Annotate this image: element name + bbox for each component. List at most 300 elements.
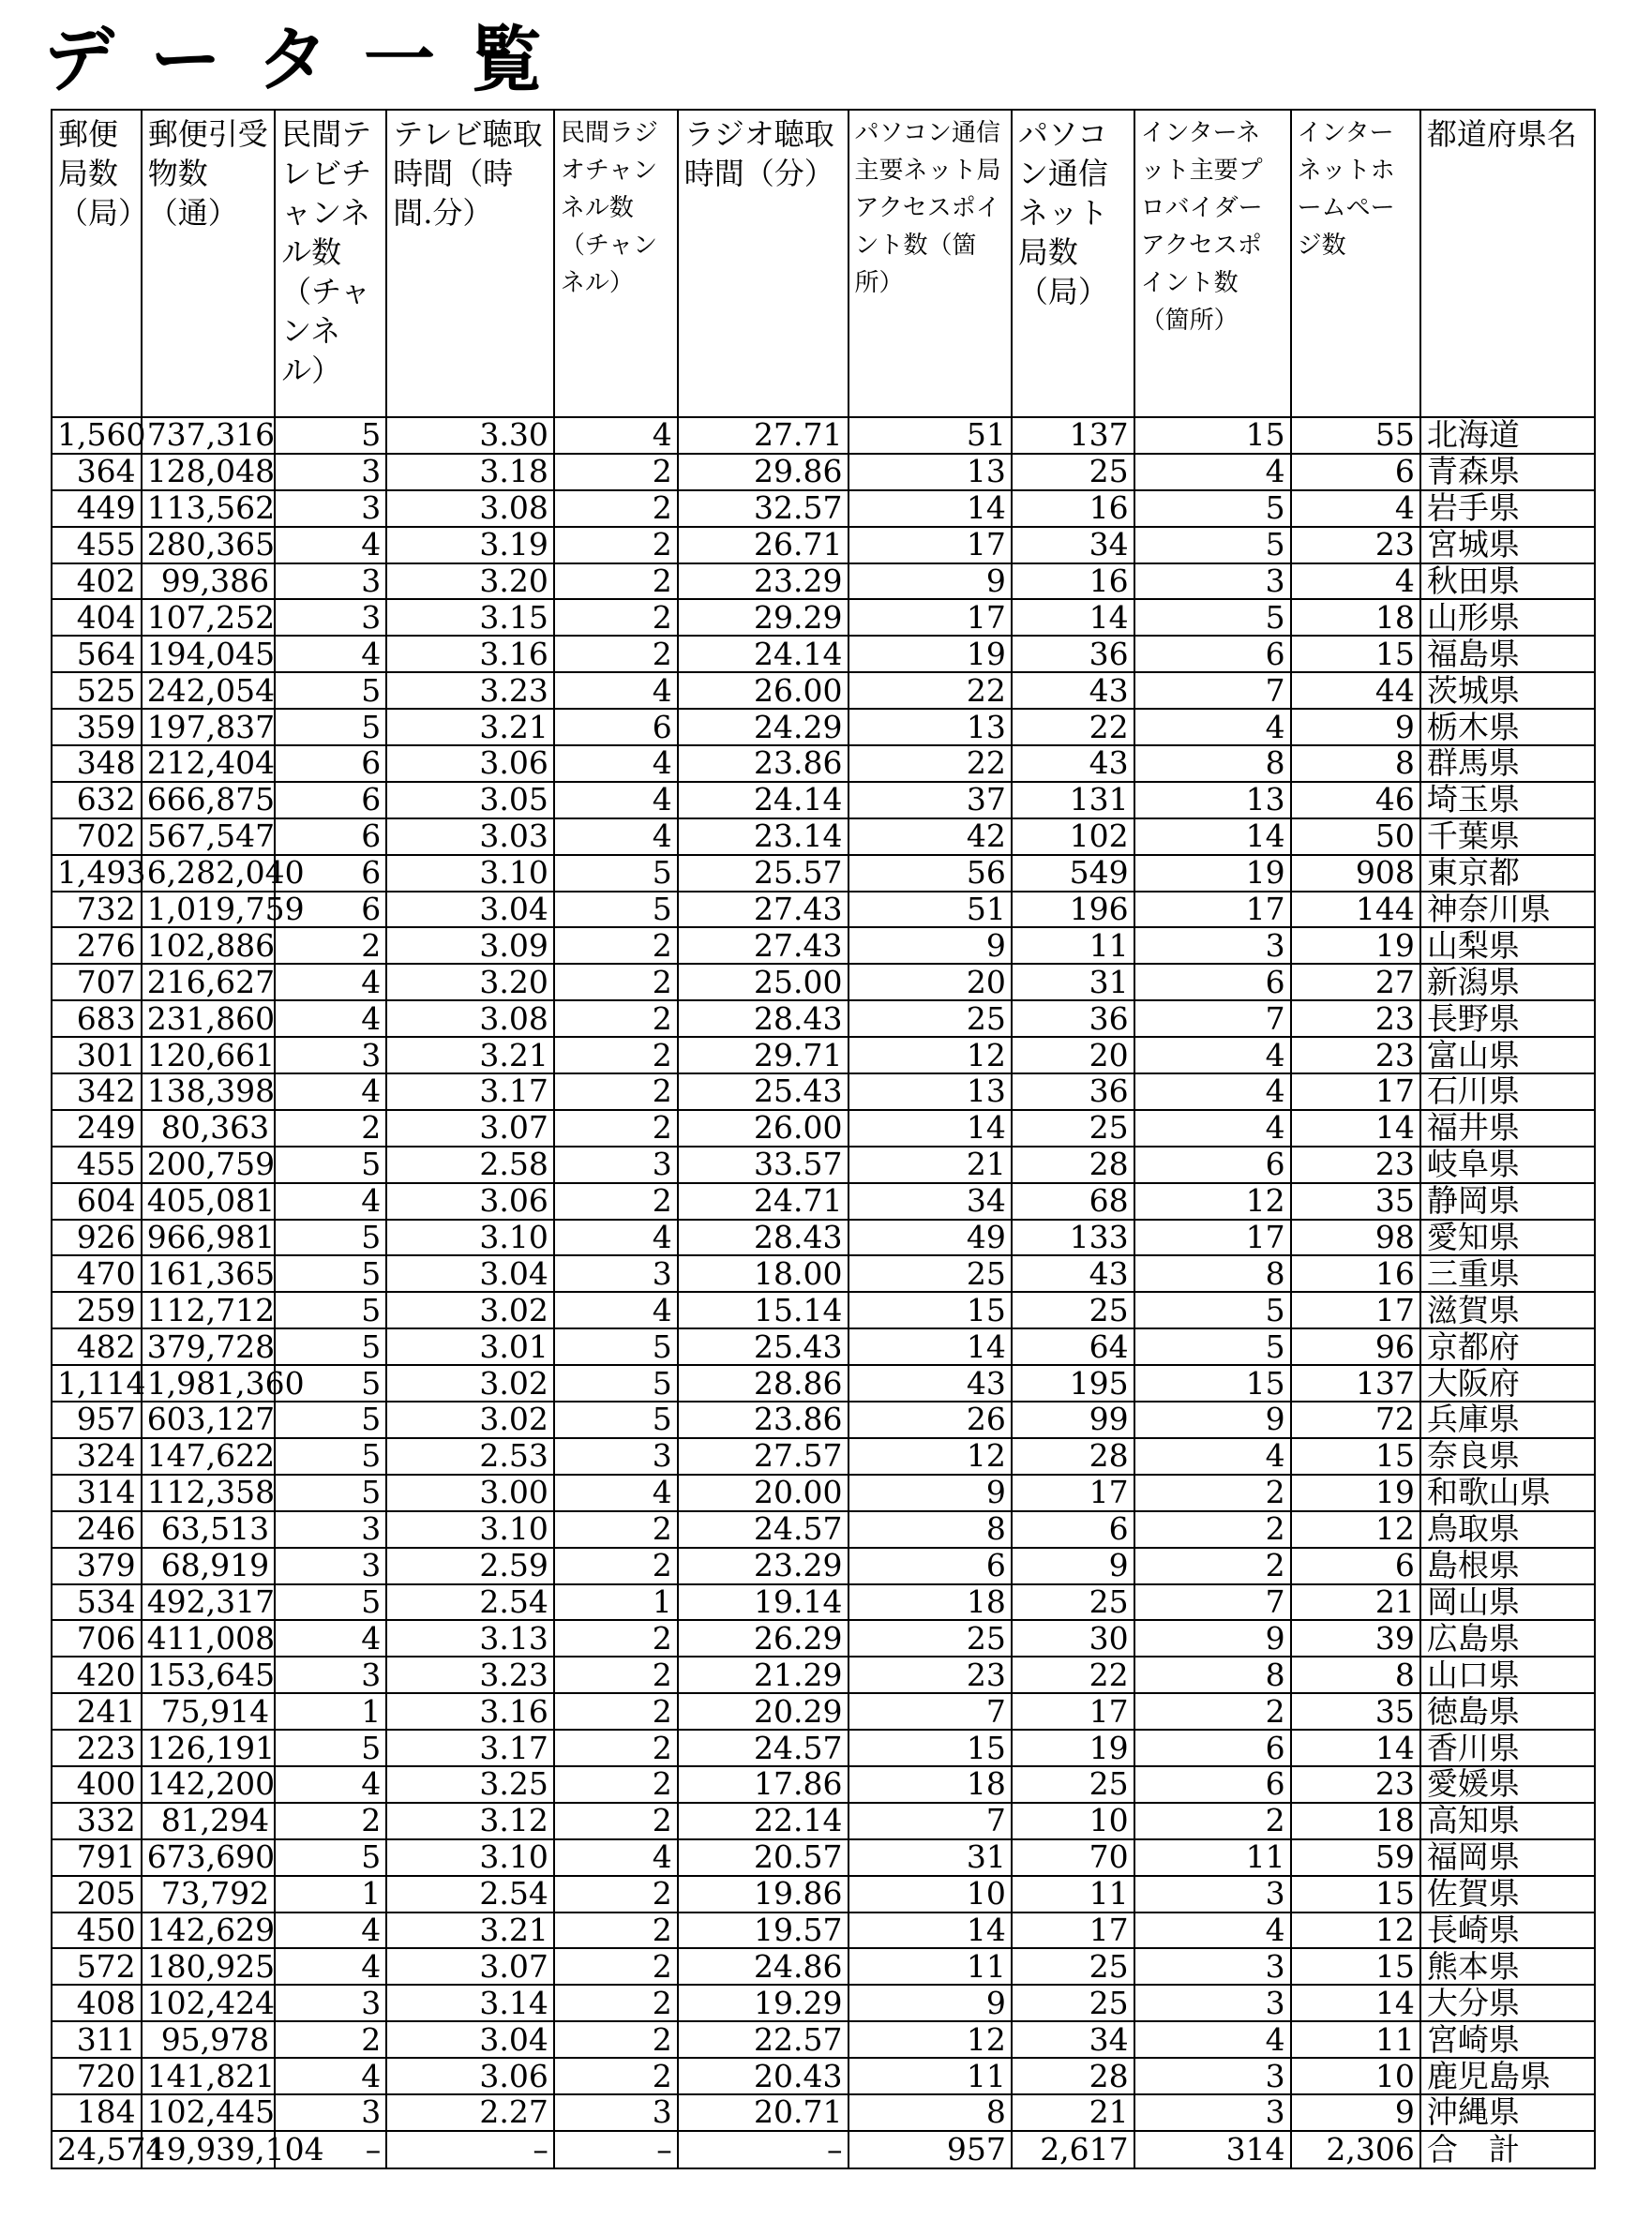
- table-cell: 7: [849, 1803, 1012, 1839]
- table-cell: 25: [1012, 454, 1134, 490]
- table-cell: 9: [849, 927, 1012, 964]
- table-cell: 2: [554, 1912, 678, 1949]
- table-cell: 10: [849, 1876, 1012, 1912]
- table-cell: 3: [1134, 927, 1291, 964]
- table-cell: 2: [554, 1948, 678, 1985]
- table-cell: 4: [1134, 709, 1291, 745]
- table-cell: 28.43: [678, 1220, 849, 1256]
- table-cell: 246: [52, 1511, 142, 1548]
- table-cell: 14: [849, 1110, 1012, 1147]
- table-cell: 3: [275, 599, 386, 636]
- table-cell: 6: [275, 745, 386, 782]
- table-cell: 3.15: [386, 599, 554, 636]
- table-cell: 420: [52, 1657, 142, 1693]
- table-cell: 22.57: [678, 2021, 849, 2058]
- prefecture-name-cell: 栃木県: [1420, 709, 1595, 745]
- prefecture-name-cell: 愛媛県: [1420, 1766, 1595, 1803]
- table-cell: 161,365: [142, 1255, 275, 1292]
- table-cell: 3.23: [386, 1657, 554, 1693]
- table-cell: 26.71: [678, 527, 849, 563]
- table-cell: 241: [52, 1693, 142, 1730]
- table-cell: 5: [1134, 527, 1291, 563]
- table-cell: 3.02: [386, 1365, 554, 1402]
- table-cell: 22: [1012, 1657, 1134, 1693]
- table-cell: 4: [1291, 490, 1420, 527]
- table-cell: 5: [1134, 490, 1291, 527]
- table-cell: 25: [849, 1620, 1012, 1657]
- table-cell: 301: [52, 1037, 142, 1073]
- table-cell: 332: [52, 1803, 142, 1839]
- table-cell: 4: [275, 636, 386, 672]
- table-cell: 3.16: [386, 636, 554, 672]
- table-cell: 34: [1012, 527, 1134, 563]
- table-cell: 17: [1291, 1292, 1420, 1328]
- table-cell: 24.57: [678, 1511, 849, 1548]
- table-cell: 17: [1291, 1073, 1420, 1110]
- table-cell: 138,398: [142, 1073, 275, 1110]
- table-cell: 3.20: [386, 563, 554, 600]
- table-cell: 24.14: [678, 782, 849, 818]
- table-cell: 4: [275, 1073, 386, 1110]
- table-cell: 25: [849, 1255, 1012, 1292]
- table-cell: 1: [554, 1584, 678, 1621]
- table-cell: 20.71: [678, 2094, 849, 2131]
- column-header: インターネット主要プロバイダーアクセスポイント数（箇所）: [1134, 110, 1291, 417]
- table-cell: 2: [1134, 1475, 1291, 1511]
- table-cell: 9: [849, 563, 1012, 600]
- table-cell: 3: [1134, 2094, 1291, 2131]
- table-cell: 342: [52, 1073, 142, 1110]
- table-cell: 26: [849, 1402, 1012, 1438]
- table-cell: 2: [554, 1620, 678, 1657]
- table-cell: 470: [52, 1255, 142, 1292]
- table-cell: 4: [1134, 1073, 1291, 1110]
- table-cell: 549: [1012, 855, 1134, 892]
- prefecture-name-cell: 愛知県: [1420, 1220, 1595, 1256]
- table-row: [52, 1985, 1595, 2021]
- table-cell: 455: [52, 1147, 142, 1183]
- total-cell: –: [554, 2131, 678, 2168]
- prefecture-name-cell: 新潟県: [1420, 964, 1595, 1000]
- table-cell: 15: [1134, 1365, 1291, 1402]
- table-cell: 39: [1291, 1620, 1420, 1657]
- table-cell: 3: [554, 1255, 678, 1292]
- table-cell: 3.06: [386, 2058, 554, 2094]
- prefecture-name-cell: 北海道: [1420, 417, 1595, 454]
- table-cell: 3.30: [386, 417, 554, 454]
- prefecture-name-cell: 京都府: [1420, 1328, 1595, 1365]
- table-cell: 3.10: [386, 1839, 554, 1876]
- table-cell: 102,424: [142, 1985, 275, 2021]
- table-cell: 24.14: [678, 636, 849, 672]
- table-cell: 24.29: [678, 709, 849, 745]
- table-cell: 4: [275, 1948, 386, 1985]
- table-cell: 2.27: [386, 2094, 554, 2131]
- table-cell: 20: [849, 964, 1012, 1000]
- table-cell: 14: [849, 490, 1012, 527]
- table-cell: 102,886: [142, 927, 275, 964]
- table-cell: 3.17: [386, 1730, 554, 1766]
- table-cell: 4: [275, 1000, 386, 1037]
- table-cell: 737,316: [142, 417, 275, 454]
- table-cell: 120,661: [142, 1037, 275, 1073]
- table-row: [52, 1147, 1595, 1183]
- table-cell: 1: [275, 1876, 386, 1912]
- table-row: [52, 1220, 1595, 1256]
- total-cell: 24,574: [52, 2131, 142, 2168]
- table-cell: 259: [52, 1292, 142, 1328]
- table-cell: 3.20: [386, 964, 554, 1000]
- table-cell: 4: [1134, 1438, 1291, 1475]
- table-cell: 9: [1134, 1402, 1291, 1438]
- prefecture-name-cell: 奈良県: [1420, 1438, 1595, 1475]
- table-cell: 26.29: [678, 1620, 849, 1657]
- table-cell: 3.00: [386, 1475, 554, 1511]
- table-row: [52, 1730, 1595, 1766]
- table-cell: 3: [554, 1147, 678, 1183]
- table-cell: 1,981,360: [142, 1365, 275, 1402]
- table-cell: 3.06: [386, 1183, 554, 1220]
- table-cell: 22.14: [678, 1803, 849, 1839]
- table-cell: 55: [1291, 417, 1420, 454]
- table-cell: 197,837: [142, 709, 275, 745]
- table-cell: 13: [849, 709, 1012, 745]
- table-cell: 112,712: [142, 1292, 275, 1328]
- total-cell: 2,617: [1012, 2131, 1134, 2168]
- prefecture-name-cell: 香川県: [1420, 1730, 1595, 1766]
- table-cell: 2: [554, 1985, 678, 2021]
- table-cell: 567,547: [142, 818, 275, 855]
- prefecture-name-cell: 福井県: [1420, 1110, 1595, 1147]
- table-row: [52, 2058, 1595, 2094]
- table-row: [52, 1584, 1595, 1621]
- table-cell: 43: [849, 1365, 1012, 1402]
- table-row: [52, 1876, 1595, 1912]
- table-cell: 19: [1134, 855, 1291, 892]
- table-cell: 2: [554, 1876, 678, 1912]
- column-header: 民間ラジオチャンネル数（チャンネル）: [554, 110, 678, 417]
- table-cell: 144: [1291, 892, 1420, 928]
- table-cell: 19: [1291, 1475, 1420, 1511]
- table-cell: 25.57: [678, 855, 849, 892]
- table-row: [52, 636, 1595, 672]
- table-cell: 3.02: [386, 1402, 554, 1438]
- table-cell: 364: [52, 454, 142, 490]
- table-cell: 19.14: [678, 1584, 849, 1621]
- table-cell: 12: [849, 2021, 1012, 2058]
- table-cell: 2: [554, 563, 678, 600]
- table-cell: 205: [52, 1876, 142, 1912]
- table-cell: 23: [1291, 527, 1420, 563]
- table-row: [52, 782, 1595, 818]
- table-cell: 3: [275, 490, 386, 527]
- total-cell: –: [678, 2131, 849, 2168]
- table-cell: 2: [554, 1073, 678, 1110]
- table-cell: 19.29: [678, 1985, 849, 2021]
- table-cell: 107,252: [142, 599, 275, 636]
- table-cell: 3.25: [386, 1766, 554, 1803]
- table-cell: 21: [1012, 2094, 1134, 2131]
- table-cell: 3: [1134, 1985, 1291, 2021]
- table-cell: 4: [275, 1912, 386, 1949]
- table-cell: 12: [849, 1037, 1012, 1073]
- table-cell: 51: [849, 417, 1012, 454]
- table-cell: 1,560: [52, 417, 142, 454]
- prefecture-name-cell: 熊本県: [1420, 1948, 1595, 1985]
- table-cell: 18: [849, 1584, 1012, 1621]
- table-cell: 404: [52, 599, 142, 636]
- table-cell: 5: [554, 892, 678, 928]
- table-cell: 16: [1291, 1255, 1420, 1292]
- table-cell: 16: [1012, 490, 1134, 527]
- header-row: [52, 110, 1595, 417]
- table-cell: 32.57: [678, 490, 849, 527]
- table-cell: 400: [52, 1766, 142, 1803]
- table-cell: 27: [1291, 964, 1420, 1000]
- table-cell: 8: [1291, 1657, 1420, 1693]
- prefecture-name-cell: 静岡県: [1420, 1183, 1595, 1220]
- table-row: [52, 1693, 1595, 1730]
- table-cell: 3.08: [386, 1000, 554, 1037]
- table-cell: 23.29: [678, 563, 849, 600]
- table-cell: 5: [275, 1292, 386, 1328]
- table-cell: 702: [52, 818, 142, 855]
- table-cell: 2: [554, 1693, 678, 1730]
- table-row: [52, 527, 1595, 563]
- table-cell: 6: [275, 818, 386, 855]
- table-cell: 28: [1012, 2058, 1134, 2094]
- table-row: [52, 1292, 1595, 1328]
- table-cell: 5: [275, 1220, 386, 1256]
- table-cell: 22: [849, 672, 1012, 709]
- table-cell: 36: [1012, 1073, 1134, 1110]
- table-cell: 98: [1291, 1220, 1420, 1256]
- table-cell: 791: [52, 1839, 142, 1876]
- table-cell: 42: [849, 818, 1012, 855]
- table-cell: 525: [52, 672, 142, 709]
- table-cell: 26.00: [678, 672, 849, 709]
- table-row: [52, 1328, 1595, 1365]
- table-cell: 80,363: [142, 1110, 275, 1147]
- table-cell: 3.06: [386, 745, 554, 782]
- total-row: [52, 2131, 1595, 2168]
- table-cell: 2: [1134, 1511, 1291, 1548]
- table-cell: 64: [1012, 1328, 1134, 1365]
- prefecture-name-cell: 沖縄県: [1420, 2094, 1595, 2131]
- table-cell: 3: [275, 1548, 386, 1584]
- column-header: 郵便引受物数（通）: [142, 110, 275, 417]
- table-cell: 27.71: [678, 417, 849, 454]
- prefecture-name-cell: 広島県: [1420, 1620, 1595, 1657]
- table-cell: 7: [1134, 1584, 1291, 1621]
- prefecture-name-cell: 大阪府: [1420, 1365, 1595, 1402]
- total-cell: 314: [1134, 2131, 1291, 2168]
- table-cell: 3.03: [386, 818, 554, 855]
- table-cell: 3: [275, 563, 386, 600]
- total-cell: 957: [849, 2131, 1012, 2168]
- table-cell: 5: [275, 1402, 386, 1438]
- table-cell: 24.71: [678, 1183, 849, 1220]
- table-cell: 2.54: [386, 1876, 554, 1912]
- table-cell: 216,627: [142, 964, 275, 1000]
- table-cell: 2: [554, 527, 678, 563]
- table-row: [52, 1183, 1595, 1220]
- table-cell: 2: [554, 964, 678, 1000]
- table-cell: 131: [1012, 782, 1134, 818]
- table-cell: 21: [1291, 1584, 1420, 1621]
- table-cell: 200,759: [142, 1147, 275, 1183]
- table-cell: 2: [554, 1000, 678, 1037]
- table-cell: 3: [275, 1657, 386, 1693]
- table-cell: 14: [849, 1328, 1012, 1365]
- table-cell: 408: [52, 1985, 142, 2021]
- table-cell: 29.86: [678, 454, 849, 490]
- table-cell: 137: [1012, 417, 1134, 454]
- table-cell: 22: [1012, 709, 1134, 745]
- table-cell: 720: [52, 2058, 142, 2094]
- table-row: [52, 1110, 1595, 1147]
- table-cell: 17: [1134, 892, 1291, 928]
- table-cell: 43: [1012, 672, 1134, 709]
- table-cell: 4: [275, 1620, 386, 1657]
- table-cell: 14: [1291, 1730, 1420, 1766]
- table-cell: 17.86: [678, 1766, 849, 1803]
- table-cell: 10: [1291, 2058, 1420, 2094]
- table-cell: 20.29: [678, 1693, 849, 1730]
- table-row: [52, 599, 1595, 636]
- table-cell: 3.12: [386, 1803, 554, 1839]
- table-cell: 25: [1012, 1584, 1134, 1621]
- table-cell: 5: [554, 855, 678, 892]
- table-cell: 27.43: [678, 927, 849, 964]
- table-cell: 1,019,759: [142, 892, 275, 928]
- table-cell: 3: [1134, 563, 1291, 600]
- table-cell: 25.43: [678, 1073, 849, 1110]
- table-cell: 63,513: [142, 1511, 275, 1548]
- table-cell: 2: [554, 2058, 678, 2094]
- column-header: ラジオ聴取時間（分）: [678, 110, 849, 417]
- prefecture-name-cell: 鹿児島県: [1420, 2058, 1595, 2094]
- table-row: [52, 1438, 1595, 1475]
- table-cell: 3.21: [386, 709, 554, 745]
- prefecture-name-cell: 岡山県: [1420, 1584, 1595, 1621]
- table-cell: 25.00: [678, 964, 849, 1000]
- table-cell: 56: [849, 855, 1012, 892]
- table-cell: 3.21: [386, 1912, 554, 1949]
- table-cell: 35: [1291, 1693, 1420, 1730]
- table-cell: 14: [1291, 1985, 1420, 2021]
- table-cell: 6: [275, 855, 386, 892]
- column-header: 都道府県名: [1420, 110, 1595, 417]
- table-cell: 17: [1134, 1220, 1291, 1256]
- table-cell: 30: [1012, 1620, 1134, 1657]
- table-cell: 3.14: [386, 1985, 554, 2021]
- table-cell: 2: [275, 2021, 386, 2058]
- table-cell: 3: [275, 1985, 386, 2021]
- table-cell: 4: [554, 1220, 678, 1256]
- table-cell: 22: [849, 745, 1012, 782]
- table-cell: 3.10: [386, 1511, 554, 1548]
- table-cell: 683: [52, 1000, 142, 1037]
- table-cell: 3.04: [386, 892, 554, 928]
- table-cell: 70: [1012, 1839, 1134, 1876]
- table-cell: 8: [1134, 745, 1291, 782]
- table-cell: 223: [52, 1730, 142, 1766]
- table-cell: 37: [849, 782, 1012, 818]
- table-cell: 72: [1291, 1402, 1420, 1438]
- table-cell: 25: [1012, 1766, 1134, 1803]
- prefecture-name-cell: 福島県: [1420, 636, 1595, 672]
- table-cell: 68: [1012, 1183, 1134, 1220]
- table-cell: 9: [1012, 1548, 1134, 1584]
- table-cell: 96: [1291, 1328, 1420, 1365]
- table-cell: 34: [849, 1183, 1012, 1220]
- table-row: [52, 1948, 1595, 1985]
- table-cell: 15: [1291, 1948, 1420, 1985]
- table-cell: 3.09: [386, 927, 554, 964]
- table-cell: 4: [554, 818, 678, 855]
- table-cell: 7: [1134, 1000, 1291, 1037]
- table-cell: 6: [1012, 1511, 1134, 1548]
- total-label-cell: 合 計: [1420, 2131, 1595, 2168]
- table-cell: 9: [849, 1985, 1012, 2021]
- table-row: [52, 1803, 1595, 1839]
- column-header: 民間テレビチャンネル数（チャンネル）: [275, 110, 386, 417]
- table-cell: 20: [1012, 1037, 1134, 1073]
- table-cell: 732: [52, 892, 142, 928]
- table-cell: 14: [849, 1912, 1012, 1949]
- table-cell: 5: [275, 1839, 386, 1876]
- table-cell: 3.23: [386, 672, 554, 709]
- table-row: [52, 745, 1595, 782]
- table-cell: 604: [52, 1183, 142, 1220]
- table-row: [52, 1548, 1595, 1584]
- column-header: 郵便局数（局）: [52, 110, 142, 417]
- table-cell: 8: [1134, 1657, 1291, 1693]
- table-cell: 4: [1291, 563, 1420, 600]
- table-row: [52, 964, 1595, 1000]
- table-cell: 3.18: [386, 454, 554, 490]
- table-cell: 4: [1134, 454, 1291, 490]
- table-cell: 102,445: [142, 2094, 275, 2131]
- table-cell: 3.16: [386, 1693, 554, 1730]
- table-cell: 49: [849, 1220, 1012, 1256]
- table-row: [52, 672, 1595, 709]
- table-cell: 276: [52, 927, 142, 964]
- table-cell: 5: [554, 1328, 678, 1365]
- table-cell: 212,404: [142, 745, 275, 782]
- page-title: データ一覧: [43, 18, 578, 101]
- prefecture-name-cell: 秋田県: [1420, 563, 1595, 600]
- table-cell: 2: [554, 1511, 678, 1548]
- table-cell: 10: [1012, 1803, 1134, 1839]
- table-cell: 28: [1012, 1147, 1134, 1183]
- table-row: [52, 1255, 1595, 1292]
- table-cell: 242,054: [142, 672, 275, 709]
- table-row: [52, 1402, 1595, 1438]
- table-cell: 25.43: [678, 1328, 849, 1365]
- table-cell: 31: [849, 1839, 1012, 1876]
- table-cell: 482: [52, 1328, 142, 1365]
- table-cell: 5: [1134, 599, 1291, 636]
- table-cell: 6: [554, 709, 678, 745]
- table-cell: 6: [1134, 636, 1291, 672]
- table-cell: 153,645: [142, 1657, 275, 1693]
- table-cell: 564: [52, 636, 142, 672]
- table-cell: 4: [1134, 1912, 1291, 1949]
- table-cell: 3.21: [386, 1037, 554, 1073]
- table-cell: 46: [1291, 782, 1420, 818]
